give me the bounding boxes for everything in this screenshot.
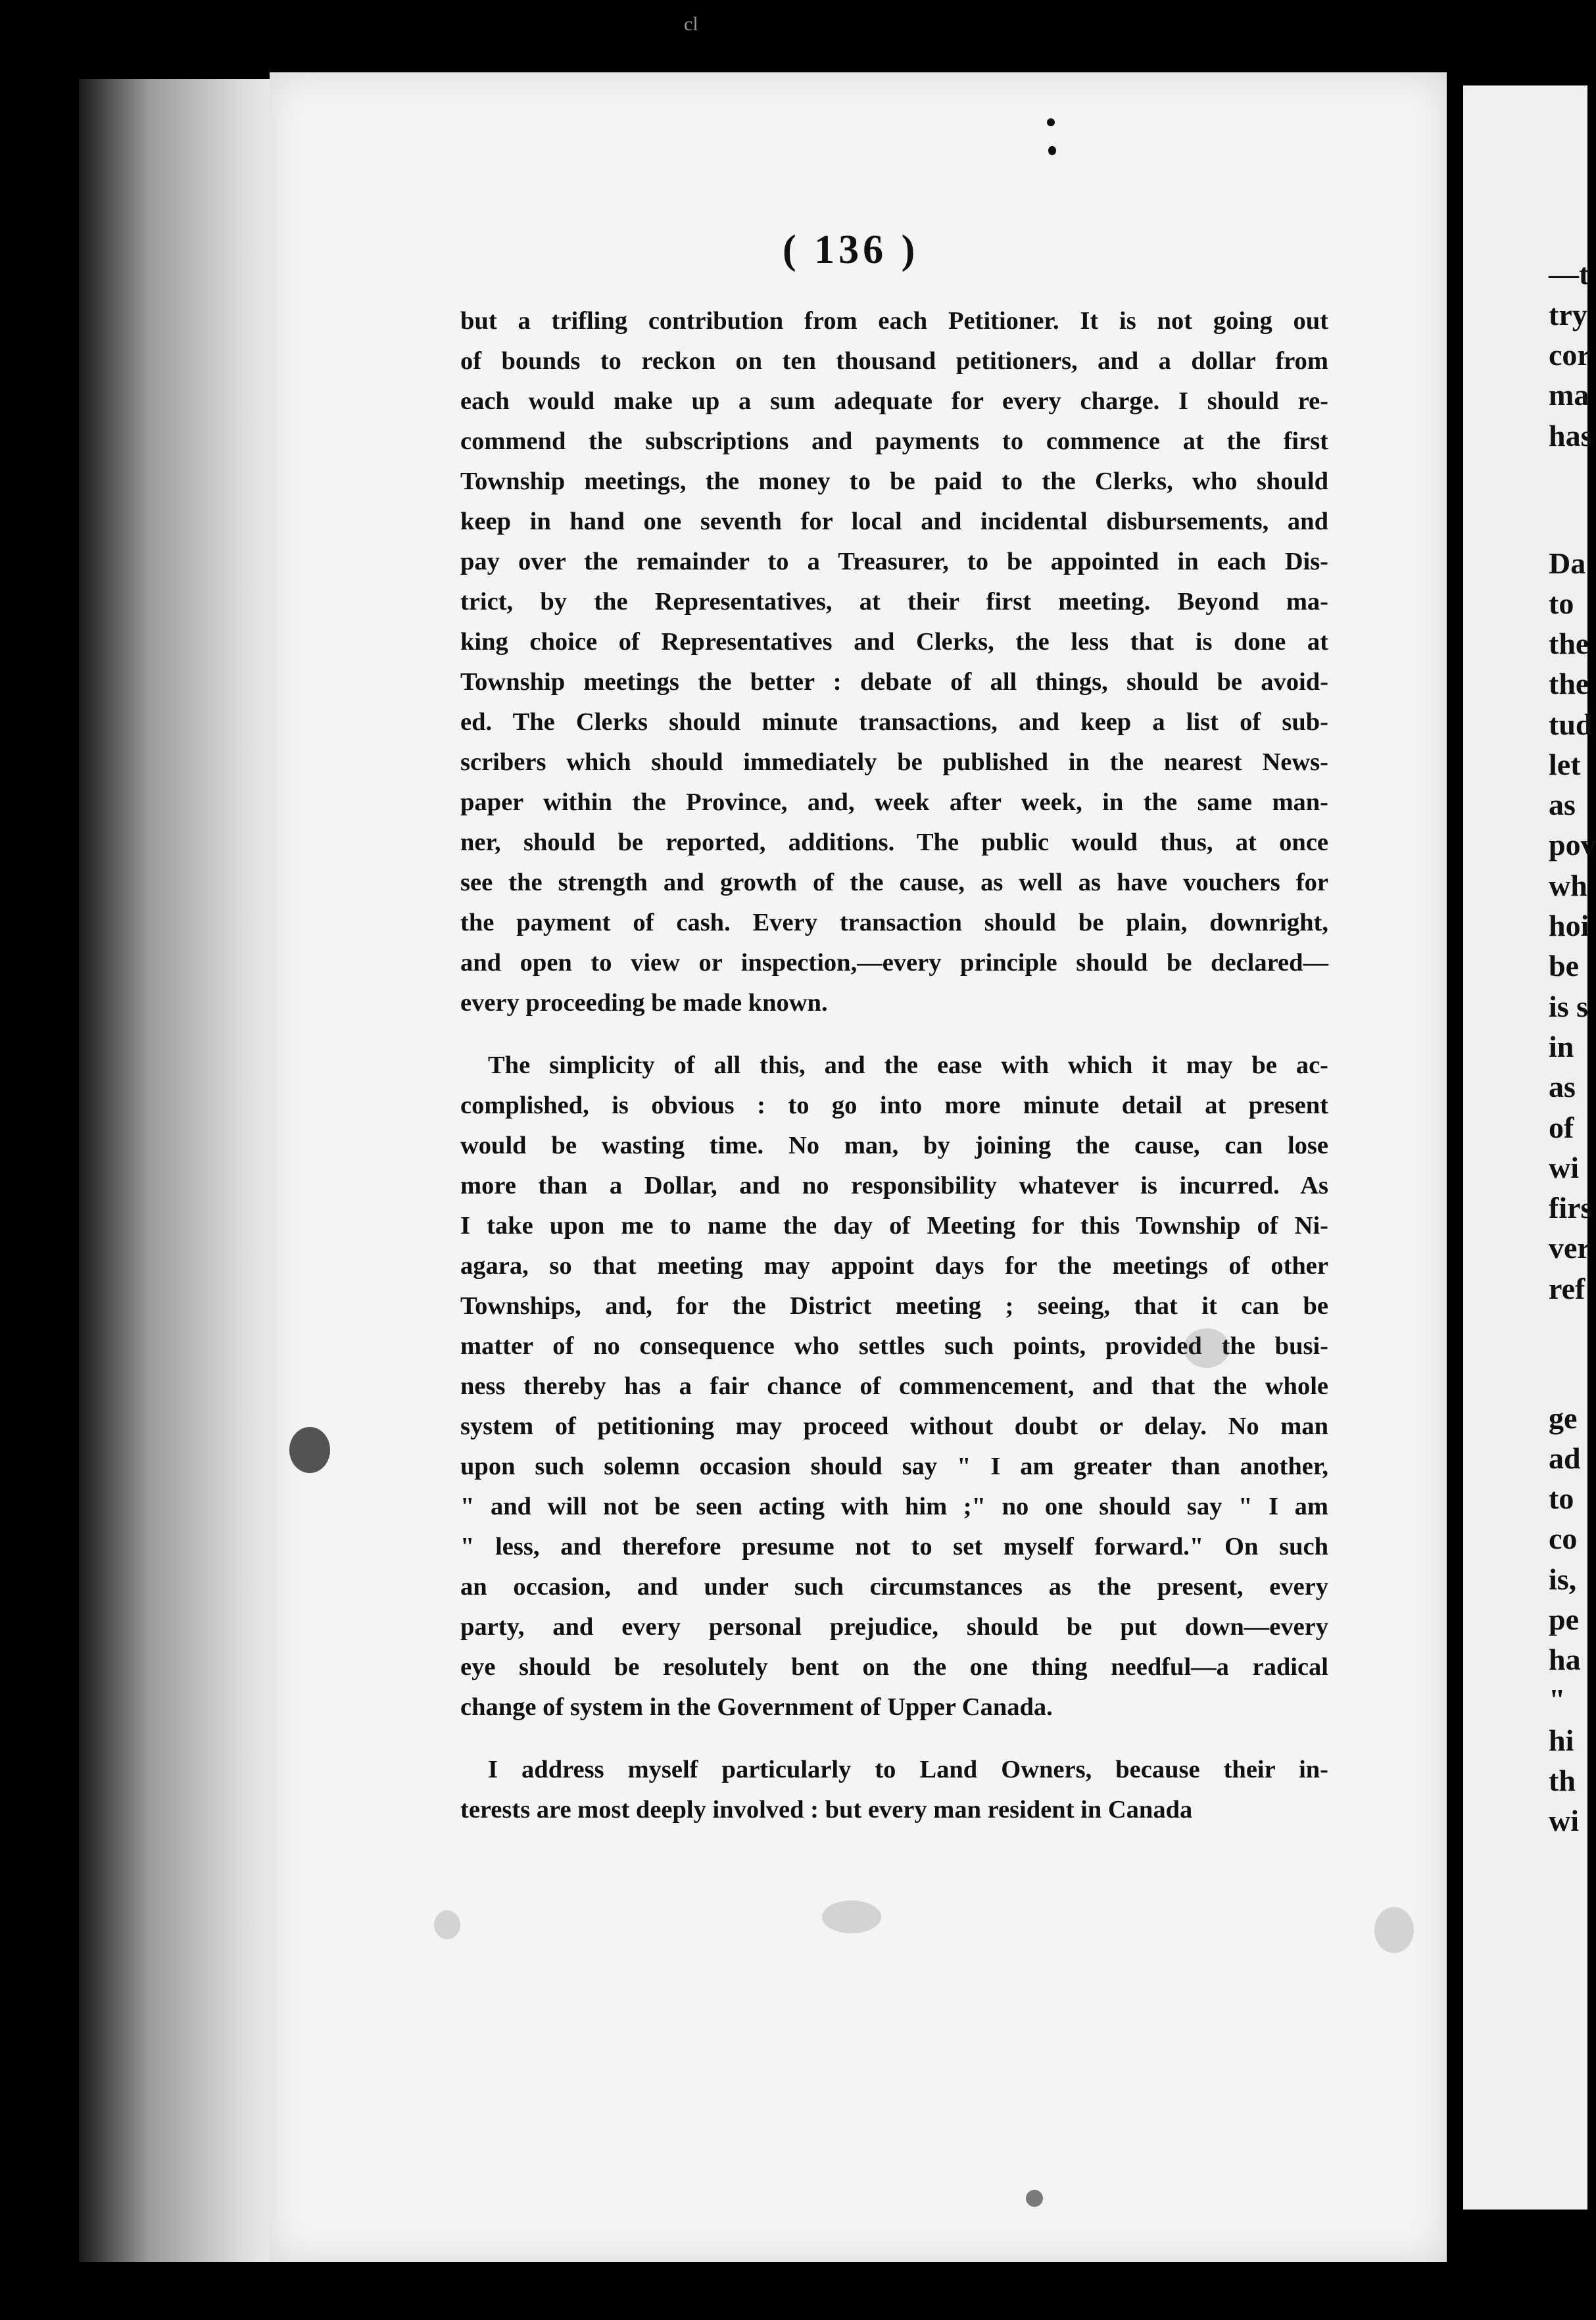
text-line: each would make up a sum adequate for every charge. I should re- — [460, 387, 1328, 415]
facing-page-fragment: ha — [1549, 1643, 1581, 1676]
stain-mark — [1374, 1907, 1414, 1953]
text-line: pay over the remainder to a Treasurer, to be appointed in each Dis- — [460, 548, 1328, 575]
facing-page-fragment: has — [1549, 419, 1593, 452]
text-line: keep in hand one seventh for local and incidental disbursements, and — [460, 508, 1328, 535]
facing-page-fragment: try — [1549, 298, 1587, 331]
facing-page-fragment: to — [1549, 587, 1574, 620]
facing-page-fragment: as — [1549, 1070, 1576, 1103]
text-line: " and will not be seen acting with him ;" no one should say " I am — [460, 1493, 1328, 1520]
text-line: the payment of cash. Every transaction should be plain, downright, — [460, 909, 1328, 936]
text-line: Township meetings the better : debate of all things, should be avoid- — [460, 668, 1328, 696]
stain-mark — [1026, 2190, 1043, 2207]
text-line: terests are most deeply involved : but every man resident in Canada — [460, 1796, 1193, 1824]
facing-page-edge — [1463, 85, 1596, 2210]
facing-page-fragment: the — [1549, 667, 1589, 700]
facing-page-fragment: as — [1549, 788, 1576, 821]
facing-page-fragment: wi — [1549, 1804, 1579, 1837]
text-line: system of petitioning may proceed without doubt or delay. No man — [460, 1413, 1328, 1440]
facing-page-fragment: to — [1549, 1482, 1574, 1515]
text-line: king choice of Representatives and Clerks, the less that is done at — [460, 628, 1328, 656]
text-line: I take upon me to name the day of Meeting for this Township of Ni- — [460, 1212, 1328, 1240]
facing-page-fragment: ge — [1549, 1401, 1578, 1435]
book-binding-edge — [79, 79, 276, 2262]
facing-page-fragment: hi — [1549, 1724, 1574, 1757]
text-line: upon such solemn occasion should say " I am greater than another, — [460, 1453, 1328, 1480]
facing-page-fragment: pov — [1549, 828, 1596, 861]
text-line: but a trifling contribution from each Petitioner. It is not going out — [460, 307, 1328, 335]
text-line: agara, so that meeting may appoint days for the meetings of other — [460, 1252, 1328, 1280]
facing-page-fragment: ma — [1549, 378, 1589, 412]
text-line: trict, by the Representatives, at their first meeting. Beyond ma- — [460, 588, 1328, 616]
text-line: Townships, and, for the District meeting ; seeing, that it can be — [460, 1292, 1328, 1320]
facing-page-fragment: is, — [1549, 1562, 1577, 1596]
facing-page-fragment: in — [1549, 1030, 1574, 1063]
stain-mark — [289, 1427, 330, 1473]
facing-page-fragment: Da — [1549, 546, 1586, 580]
facing-page-fragment: ad — [1549, 1441, 1581, 1475]
facing-page-fragment: ver — [1549, 1231, 1591, 1265]
facing-page-fragment: ref — [1549, 1272, 1585, 1305]
facing-page-fragment: co — [1549, 1522, 1578, 1555]
text-line: of bounds to reckon on ten thousand petitioners, and a dollar from — [460, 347, 1328, 375]
facing-page-fragment: wi — [1549, 1151, 1579, 1184]
stain-mark — [1184, 1328, 1230, 1368]
facing-page-fragment: the — [1549, 627, 1589, 660]
ink-spot — [1048, 146, 1056, 155]
facing-page-fragment: —t — [1549, 257, 1589, 291]
text-line: every proceeding be made known. — [460, 989, 828, 1017]
facing-page-fragment: let — [1549, 748, 1581, 781]
page-body-text — [460, 301, 1328, 1830]
text-line: change of system in the Government of Upper Canada. — [460, 1693, 1053, 1721]
text-line: an occasion, and under such circumstances as the present, every — [460, 1573, 1328, 1601]
facing-page-fragment: " — [1549, 1683, 1566, 1716]
facing-page-fragment: cor — [1549, 338, 1591, 372]
facing-page-fragment: hoi — [1549, 909, 1589, 942]
text-line: ed. The Clerks should minute transactions, and keep a list of sub- — [460, 708, 1328, 736]
text-line: more than a Dollar, and no responsibility whatever is incurred. As — [460, 1172, 1328, 1199]
facing-page-fragment: be — [1549, 949, 1579, 982]
text-line: party, and every personal prejudice, should be put down—every — [460, 1613, 1328, 1641]
text-line: I address myself particularly to Land Owners, because their in- — [488, 1756, 1328, 1783]
text-line: The simplicity of all this, and the ease with which it may be ac- — [488, 1051, 1328, 1079]
text-line: matter of no consequence who settles such points, provided the busi- — [460, 1332, 1328, 1360]
text-line: paper within the Province, and, week after week, in the same man- — [460, 788, 1328, 816]
stain-mark — [434, 1910, 460, 1939]
text-line: commend the subscriptions and payments to commence at the first — [460, 427, 1328, 455]
page-number: ( 136 ) — [783, 228, 919, 272]
facing-page-fragment: of — [1549, 1111, 1574, 1144]
facing-page-fragment: is s — [1549, 990, 1589, 1023]
facing-page-fragment: firs — [1549, 1191, 1593, 1224]
text-line: scribers which should immediately be published in the nearest News- — [460, 748, 1328, 776]
facing-page-fragment: pe — [1549, 1603, 1579, 1636]
scan-mark: cl — [684, 13, 698, 35]
text-line: Township meetings, the money to be paid to the Clerks, who should — [460, 468, 1328, 495]
text-line: eye should be resolutely bent on the one thing needful—a radical — [460, 1653, 1328, 1681]
text-line: ness thereby has a fair chance of commencement, and that the whole — [460, 1372, 1328, 1400]
facing-page-fragment: tud — [1549, 708, 1593, 741]
text-line: complished, is obvious : to go into more minute detail at present — [460, 1092, 1328, 1119]
stain-mark — [822, 1900, 881, 1933]
facing-page-fragment: wh — [1549, 869, 1587, 902]
text-line: " less, and therefore presume not to set myself forward." On such — [460, 1533, 1328, 1560]
ink-spot — [1047, 118, 1055, 126]
text-line: see the strength and growth of the cause, as well as have vouchers for — [460, 869, 1328, 896]
text-line: and open to view or inspection,—every principle should be declared— — [460, 949, 1328, 977]
text-line: ner, should be reported, additions. The public would thus, at once — [460, 829, 1328, 856]
text-line: would be wasting time. No man, by joining the cause, can lose — [460, 1132, 1328, 1159]
facing-page-fragment: th — [1549, 1764, 1576, 1797]
